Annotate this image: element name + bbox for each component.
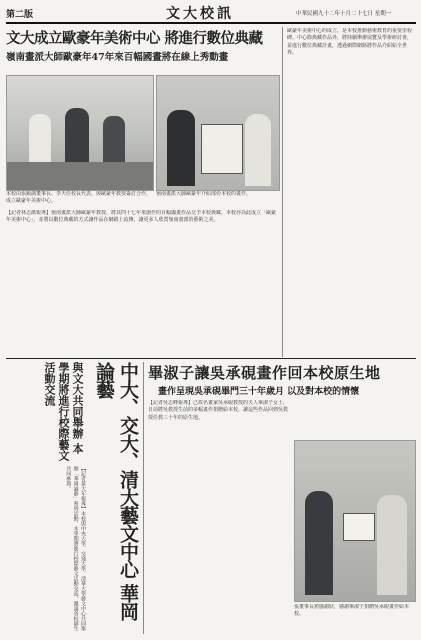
section-rule	[6, 358, 416, 359]
person-figure	[305, 491, 333, 595]
paper-name: 文大校訊	[166, 6, 234, 22]
article-2-side-headline: 與文大共同舉辦 本學期將進行校際藝文活動交流	[43, 362, 84, 461]
person-figure	[167, 110, 195, 186]
painting-scroll	[201, 124, 243, 174]
article-1-photo-1-caption: 本校由張鏡湖董事長、李天任校長代表，與歐豪年教授簽訂合作，成立歐豪年美術中心。	[6, 191, 152, 205]
masthead	[6, 3, 416, 23]
article-3-headline: 畢淑子讓吳承硯畫作回本校原生地	[148, 364, 381, 382]
article-1-headline: 文大成立歐豪年美術中心 將進行數位典藏	[6, 30, 263, 47]
column-divider	[143, 362, 144, 634]
article-1-photo-painting	[156, 75, 280, 191]
article-1-body-right: 歐豪年美術中心的成立，是本校推動藝術教育的重要里程碑。中心除典藏作品外，將陸續舉辦展覽及學術研討會，並進行數位典藏計畫，透過網際網路將作品介紹給全世界。	[287, 28, 413, 57]
article-1-subheadline: 嶺南畫派大師歐豪年47年來百幅國畫將在線上秀動畫	[6, 52, 229, 63]
article-2-body: 【記者黃大年報導】本校與中央大學、交通大學、清華大學藝文中心共同舉辦「華岡論藝」系列活動，本學期將進行校際藝文活動交流，邀請各校師生共同參與。	[65, 466, 86, 631]
article-1-photo-2-caption: 嶺南畫派大師歐豪年介紹部份本校的畫作。	[156, 191, 252, 197]
article-3-body: 【記者吳志峰報導】已故名畫家吳承硯教授的夫人畢淑子女士，日前將吳教授生前的多幅畫作捐贈給本校，讓這些作品回到吳教授任教三十年的原生地。	[148, 400, 289, 421]
article-3-subheadline: 畫作呈現吳承硯畢門三十年歲月 以及對本校的情懷	[158, 387, 360, 397]
edition-label: 第二版	[6, 10, 34, 20]
person-figure	[245, 114, 271, 186]
article-3-photo-caption: 張董事長頒感謝狀，感謝畢淑子捐贈吳承硯畫作給本校。	[294, 604, 410, 618]
issue-date: 中華民國九十二年十月二十七日 星期一	[296, 11, 392, 17]
article-2-headline: 中大、交大、清大藝文中心 華岡論藝	[93, 362, 139, 620]
article-1-photo-signing	[6, 75, 154, 191]
article-1-header	[6, 27, 278, 77]
article-3-photo	[294, 440, 416, 602]
article-2	[6, 362, 140, 634]
article-3	[148, 362, 416, 634]
person-figure	[377, 495, 407, 595]
certificate	[343, 513, 375, 541]
article-1-body: 【記者林志澔報導】嶺南畫派大師歐豪年教授，將其四十七年來創作的百幅國畫作品交予本校典藏，本校亦為此成立「歐豪年美術中心」，並將以數位典藏的方式讓作品在網路上流傳，讓更多人欣賞嶺南畫派的藝術之美。	[6, 210, 277, 224]
masthead-rule	[6, 22, 416, 24]
column-divider	[282, 27, 283, 357]
signing-table	[7, 162, 153, 190]
